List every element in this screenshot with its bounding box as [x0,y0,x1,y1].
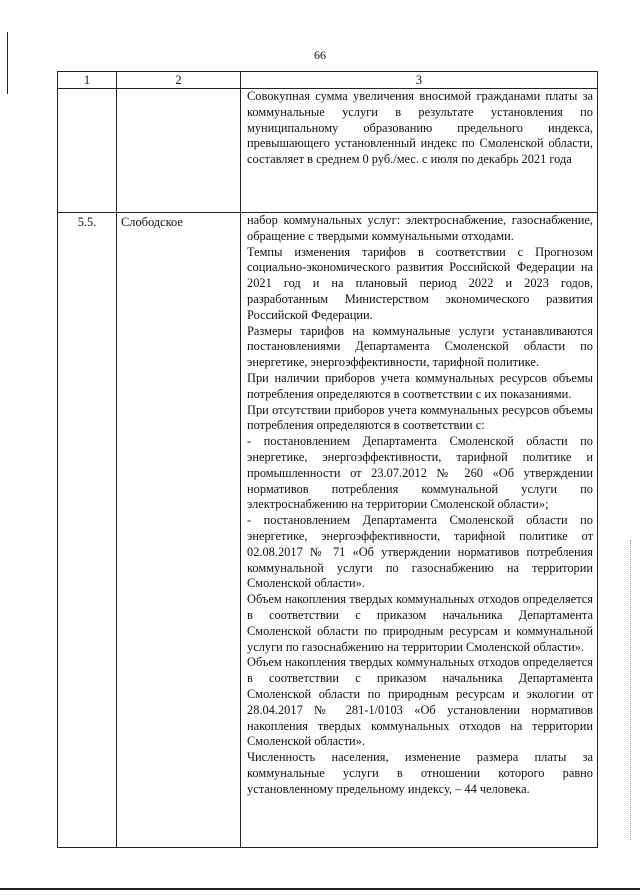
content-paragraph: Объем накопления твердых коммунальных отходов определяется в соответствии с приказом начальника Департамента Смоленской области по природным ресурсам и экологии от 28.04.2017 № 281-1/0103 «Об установлении нормативов накопления твердых коммунальных отходов на территории Смоленской области». [247,655,593,749]
column-header-1: 1 [58,72,117,89]
content-paragraph: - постановлением Департамента Смоленской области по энергетике, энергоэффективности, тарифной политике и промышленности от 23.07.2012 № 260 «Об утверждении нормативов потребления коммунальной услуги по электроснабжению на территории Смоленской области»; [247,434,593,512]
settlement-name [117,89,241,213]
table-header-row [58,72,598,89]
row-content [241,213,598,848]
content-paragraph: Темпы изменения тарифов в соответствии с Прогнозом социально-экономического развития Российской Федерации на 2021 год и на плановый период 2022 и 2023 годов, разработанным Министерством экономического развития Российской Федерации. [247,244,593,322]
column-header-2: 2 [117,72,241,89]
margin-mark [7,32,8,94]
content-paragraph: - постановлением Департамента Смоленской области по энергетике, энергоэффективности, тарифной политике от 02.08.2017 № 71 «Об утверждении нормативов потребления коммунальной услуги по газоснабжению на территории Смоленской области». [247,513,593,591]
row-number [58,89,117,213]
scan-edge-artifact [630,540,632,840]
content-paragraph: Совокупная сумма увеличения вносимой гражданами платы за коммунальные услуги в результате установления по муниципальному образованию предельного индекса, превышающего установленный индекс по Смоленской области, составляет в среднем 0 руб./мес. с июля по декабрь 2021 года [247,89,593,167]
table-row [58,213,598,848]
content-paragraph: Размеры тарифов на коммунальные услуги устанавливаются постановлениями Департамента Смоленской области по энергетике, энергоэффективности, тарифной политике. [247,323,593,370]
content-paragraph: Объем накопления твердых коммунальных отходов определяется в соответствии с приказом начальника Департамента Смоленской области по природным ресурсам и коммунальной услуги по газоснабжению на территории Смоленской области». [247,592,593,654]
content-paragraph: Численность населения, изменение размера платы за коммунальные услуги в отношении которого равно установленному предельному индексу, – 44 человека. [247,750,593,796]
row-content [241,89,598,213]
content-paragraph: При отсутствии приборов учета коммунальных ресурсов объемы потребления определяются в соответствии с: [247,402,593,433]
page-number: 66 [314,48,326,62]
table-row [58,89,598,213]
column-header-3: 3 [241,72,598,89]
tariff-table [57,71,598,848]
bottom-rule [0,888,640,890]
content-paragraph: набор коммунальных услуг: электроснабжение, газоснабжение, обращение с твердыми коммунальными отходами. [247,213,593,243]
content-paragraph: При наличии приборов учета коммунальных ресурсов объемы потребления определяются в соответствии с их показаниями. [247,370,593,401]
row-number: 5.5. [58,213,117,848]
settlement-name: Слободское [117,213,241,848]
